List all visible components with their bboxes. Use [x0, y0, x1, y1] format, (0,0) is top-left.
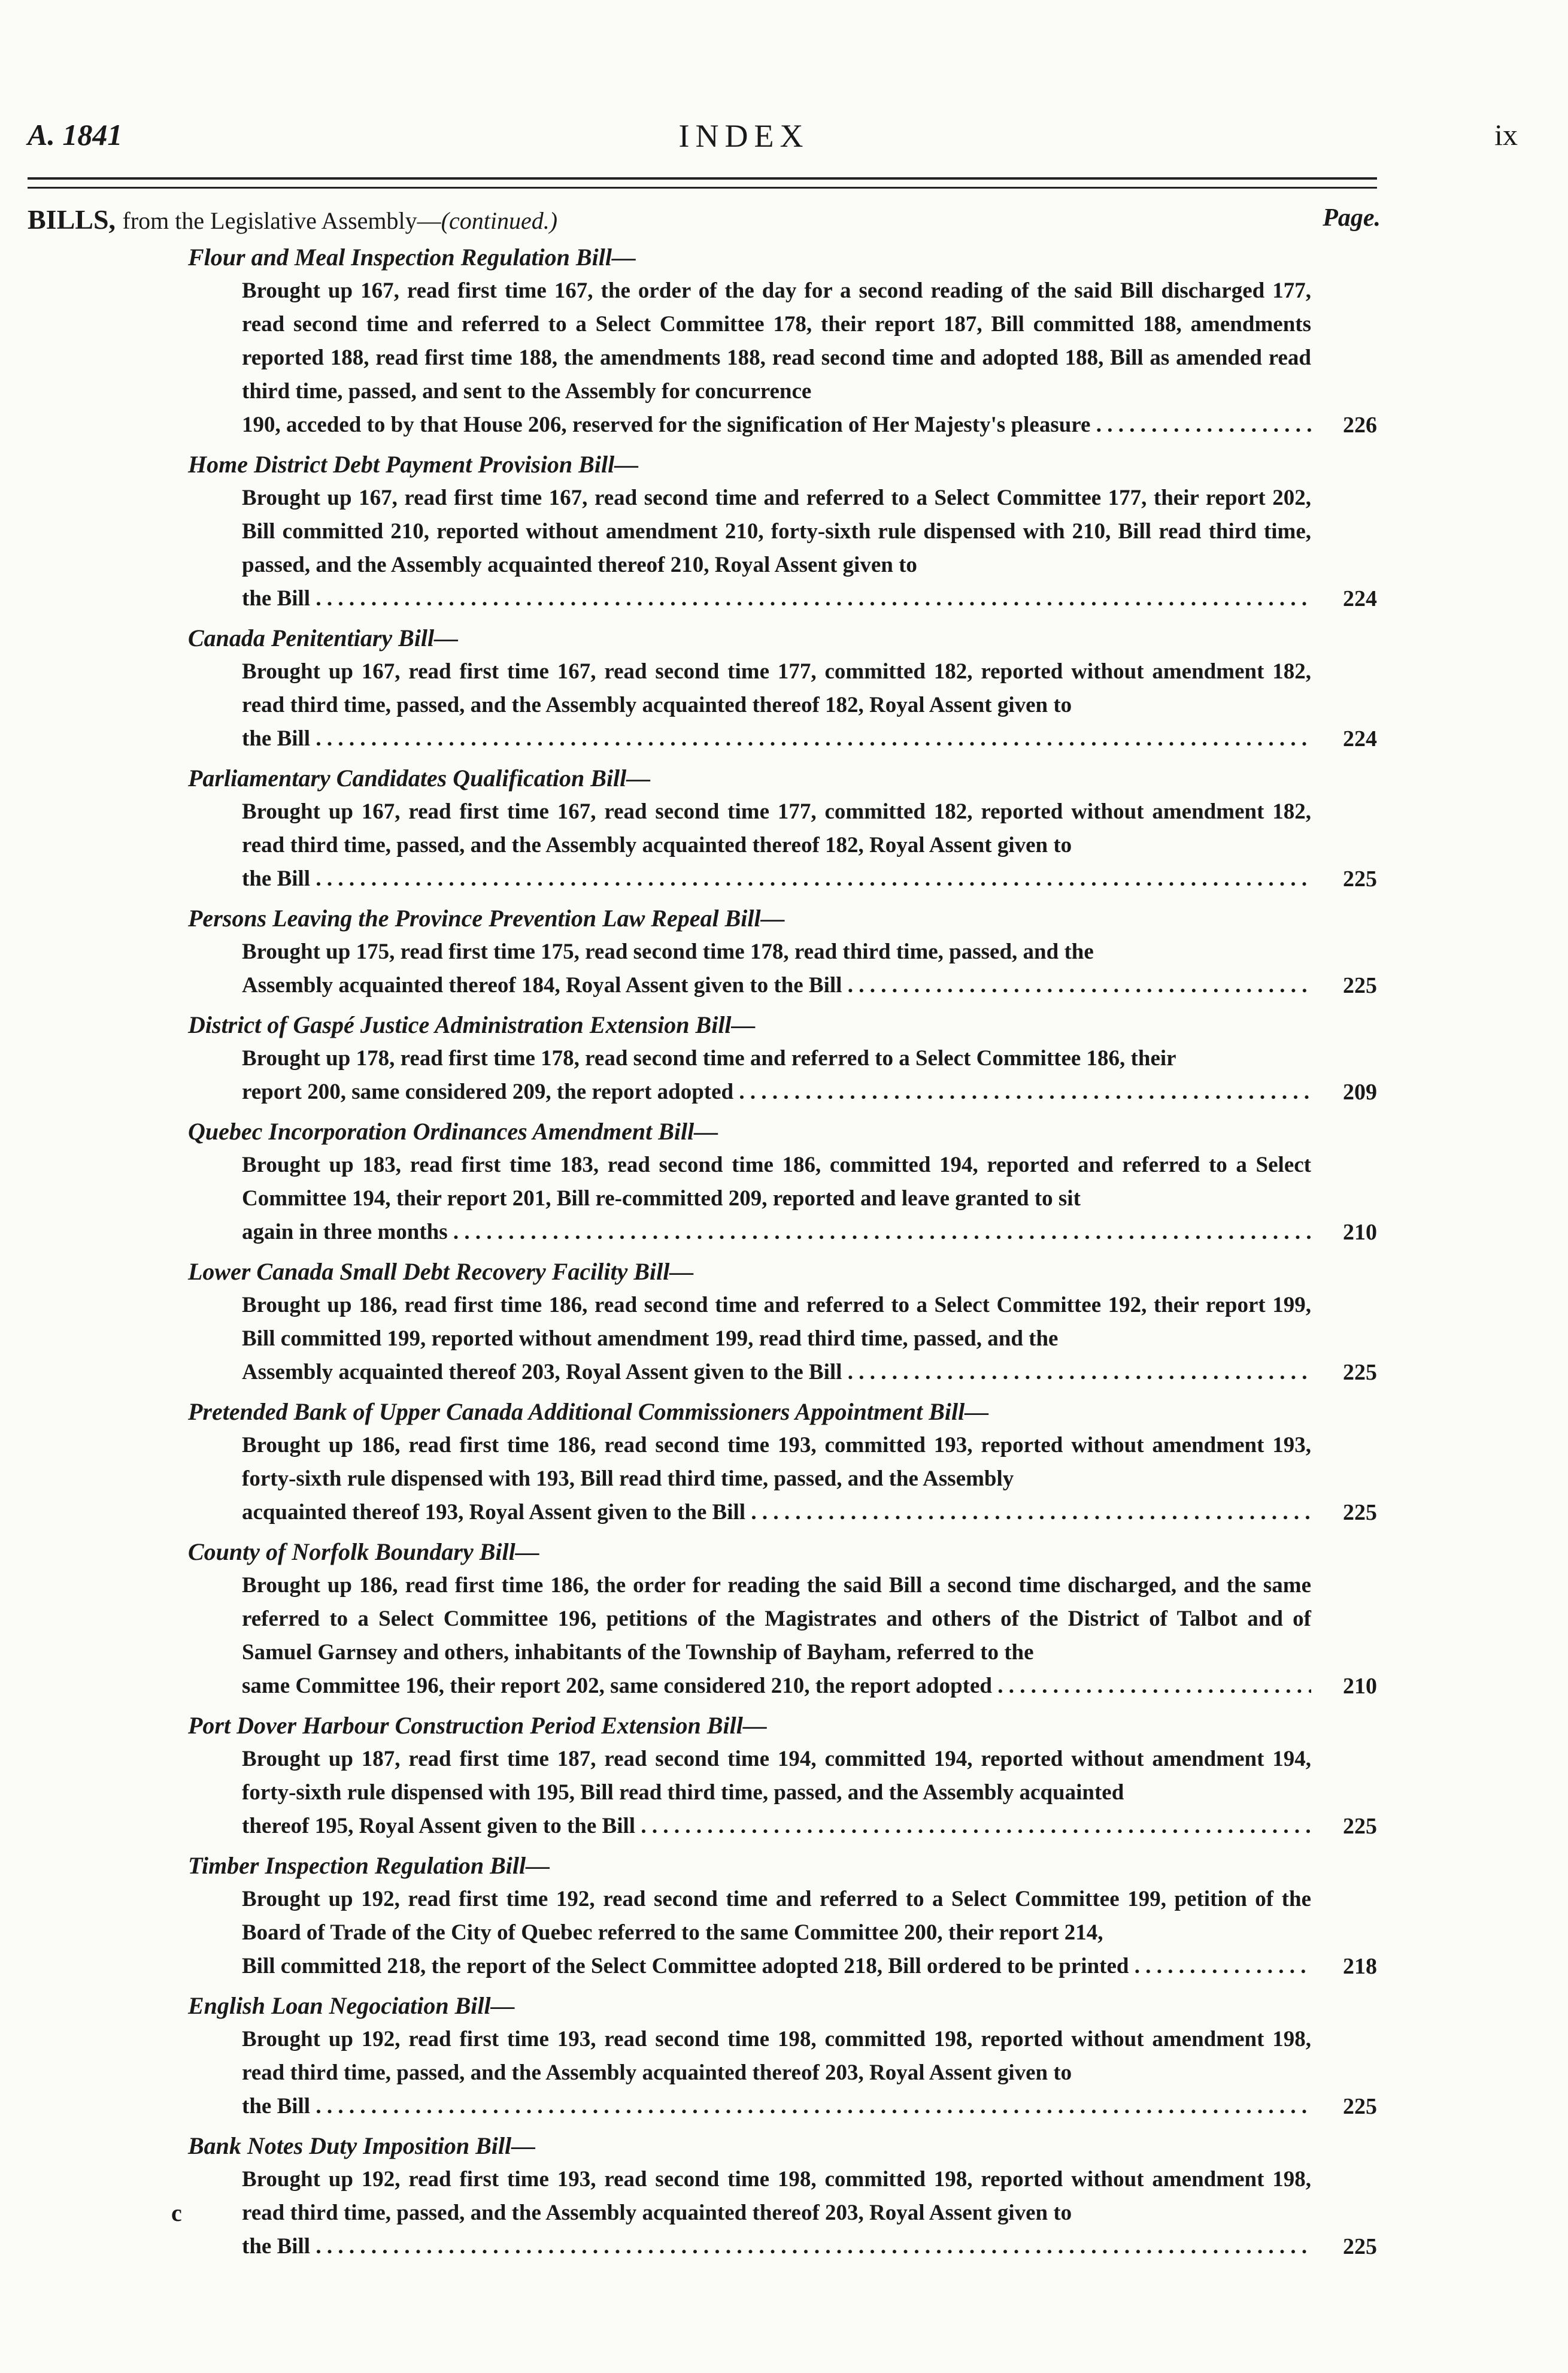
page-title: INDEX: [678, 118, 809, 154]
page-reference: 225: [1343, 2094, 1377, 2119]
bill-entry: [28, 1115, 1377, 1249]
bill-title: Parliamentary Candidates Qualification Bill—: [188, 765, 651, 792]
bill-entry: [28, 902, 1377, 1002]
section-continued: (continued.): [441, 207, 558, 234]
proceedings-text: Brought up 167, read first time 167, read second time and referred to a Select Committee 177, their report 202, Bill committed 210, reported without amendment 210, forty-sixth rule dispensed with 210, Bill read third time, passed, and the Assembly acquainted thereof 210, Royal Assent given to: [242, 486, 1311, 577]
bill-title: Canada Penitentiary Bill—: [188, 625, 459, 651]
page-header: [28, 117, 1518, 154]
bill-title: Port Dover Harbour Construction Period Extension Bill—: [188, 1712, 767, 1739]
bill-proceedings: [242, 1429, 1377, 1529]
bill-entry: [28, 448, 1377, 616]
bill-proceedings: [242, 2163, 1377, 2263]
page-reference: 225: [1343, 1360, 1377, 1385]
bill-title: Quebec Incorporation Ordinances Amendment Bill—: [188, 1118, 718, 1145]
proceedings-last-line: report 200, same considered 209, the report adopted . . .: [242, 1075, 1311, 1109]
proceedings-text: Brought up 167, read first time 167, read second time 177, committed 182, reported without amendment 182, read third time, passed, and the Assembly acquainted thereof 182, Royal Assent given to: [242, 799, 1311, 857]
proceedings-last-line: same Committee 196, their report 202, same considered 210, the report adopted . . .: [242, 1669, 1311, 1703]
bill-title: English Loan Negociation Bill—: [188, 1992, 515, 2019]
page-reference: 224: [1343, 586, 1377, 611]
bill-proceedings: [242, 1042, 1377, 1109]
bill-title: County of Norfolk Boundary Bill—: [188, 1538, 539, 1565]
bill-entry: [28, 622, 1377, 756]
bill-proceedings: [242, 1742, 1377, 1843]
bill-proceedings: [242, 1883, 1377, 1983]
section-subtitle: from the Legislative Assembly—: [122, 207, 441, 234]
bill-proceedings: [242, 1289, 1377, 1389]
proceedings-last-line: the Bill . . .: [242, 582, 1311, 616]
bill-proceedings: [242, 1148, 1377, 1249]
section-heading: [28, 204, 1381, 240]
proceedings-text: Brought up 186, read first time 186, read second time and referred to a Select Committee 192, their report 199, Bill committed 199, reported without amendment 199, read third time, passed, and the: [242, 1293, 1311, 1351]
bill-entry: [28, 1255, 1377, 1389]
bill-entry: [28, 1535, 1377, 1703]
header-rule-secondary: [28, 187, 1377, 189]
proceedings-text: Brought up 178, read first time 178, read second time and referred to a Select Committee 186, their: [242, 1046, 1176, 1071]
page-reference: 225: [1343, 1814, 1377, 1839]
bill-title: Home District Debt Payment Provision Bill—: [188, 451, 639, 478]
proceedings-last-line: thereof 195, Royal Assent given to the Bill . . .: [242, 1810, 1311, 1843]
bill-proceedings: [242, 481, 1377, 616]
proceedings-last-line: the Bill . . .: [242, 2090, 1311, 2123]
bill-entry: [28, 1008, 1377, 1109]
proceedings-text: Brought up 186, read first time 186, read second time 193, committed 193, reported without amendment 193, forty-sixth rule dispensed with 193, Bill read third time, passed, and the Assembly: [242, 1433, 1311, 1491]
header-rule: [28, 177, 1377, 180]
page-reference: 218: [1343, 1954, 1377, 1979]
proceedings-text: Brought up 175, read first time 175, read second time 178, read third time, passed, and the: [242, 939, 1094, 964]
proceedings-last-line: the Bill . . .: [242, 862, 1311, 896]
page-reference: 210: [1343, 1674, 1377, 1699]
section-title: BILLS,: [28, 204, 116, 235]
proceedings-text: Brought up 192, read first time 193, read second time 198, committed 198, reported without amendment 198, read third time, passed, and the Assembly acquainted thereof 203, Royal Assent given to: [242, 2027, 1311, 2085]
page-number: ix: [1494, 118, 1518, 151]
session-year: A. 1841: [28, 118, 123, 151]
bill-title: Flour and Meal Inspection Regulation Bill—: [188, 244, 636, 271]
bill-entry: [28, 1989, 1377, 2123]
bill-proceedings: [242, 1569, 1377, 1703]
page-reference: 225: [1343, 1500, 1377, 1525]
bill-proceedings: [242, 274, 1377, 442]
proceedings-text: Brought up 192, read first time 193, read second time 198, committed 198, reported without amendment 198, read third time, passed, and the Assembly acquainted thereof 203, Royal Assent given to: [242, 2167, 1311, 2225]
proceedings-text: Brought up 187, read first time 187, read second time 194, committed 194, reported without amendment 194, forty-sixth rule dispensed with 195, Bill read third time, passed, and the Assembly acquainted: [242, 1747, 1311, 1805]
page-column-label: Page.: [1323, 204, 1381, 232]
bill-entry: [28, 1709, 1377, 1843]
bill-proceedings: [242, 655, 1377, 756]
page-reference: 209: [1343, 1080, 1377, 1105]
page-reference: 210: [1343, 1220, 1377, 1245]
bill-entry: [28, 2129, 1377, 2263]
proceedings-last-line: the Bill . . .: [242, 2230, 1311, 2263]
proceedings-last-line: Bill committed 218, the report of the Select Committee adopted 218, Bill ordered to be printed . . .: [242, 1950, 1311, 1983]
proceedings-last-line: acquainted thereof 193, Royal Assent given to the Bill . . .: [242, 1496, 1311, 1529]
bill-proceedings: [242, 935, 1377, 1002]
page-reference: 225: [1343, 2234, 1377, 2259]
bill-title: Persons Leaving the Province Prevention Law Repeal Bill—: [188, 905, 785, 932]
proceedings-last-line: Assembly acquainted thereof 203, Royal Assent given to the Bill . . .: [242, 1356, 1311, 1389]
bill-title: Timber Inspection Regulation Bill—: [188, 1852, 550, 1879]
page-reference: 225: [1343, 866, 1377, 892]
proceedings-last-line: the Bill . . .: [242, 722, 1311, 756]
bill-entry: [28, 1395, 1377, 1529]
bill-proceedings: [242, 2023, 1377, 2123]
bill-title: Pretended Bank of Upper Canada Additional Commissioners Appointment Bill—: [188, 1398, 989, 1425]
proceedings-last-line: again in three months . . .: [242, 1216, 1311, 1249]
bill-entry: [28, 762, 1377, 896]
proceedings-text: Brought up 167, read first time 167, read second time 177, committed 182, reported without amendment 182, read third time, passed, and the Assembly acquainted thereof 182, Royal Assent given to: [242, 659, 1311, 717]
proceedings-text: Brought up 183, read first time 183, read second time 186, committed 194, reported and referred to a Select Committee 194, their report 201, Bill re-committed 209, reported and leave granted to sit: [242, 1153, 1311, 1211]
signature-mark: c: [171, 2199, 182, 2226]
proceedings-text: Brought up 186, read first time 186, the order for reading the said Bill a second time discharged, and the same referred to a Select Committee 196, petitions of the Magistrates and others of the District of Talbot and of Samuel Garnsey and others, inhabitants of the Township of Bayham, referred to the: [242, 1573, 1311, 1665]
proceedings-last-line: 190, acceded to by that House 206, reserved for the signification of Her Majesty's pleasure . . .: [242, 408, 1311, 442]
bill-title: District of Gaspé Justice Administration Extension Bill—: [188, 1011, 756, 1038]
bill-title: Lower Canada Small Debt Recovery Facility Bill—: [188, 1258, 694, 1285]
page-reference: 225: [1343, 973, 1377, 998]
bill-entries: [28, 241, 1377, 2269]
proceedings-last-line: Assembly acquainted thereof 184, Royal Assent given to the Bill . . .: [242, 969, 1311, 1002]
bill-proceedings: [242, 795, 1377, 896]
bill-entry: [28, 1849, 1377, 1983]
bill-title: Bank Notes Duty Imposition Bill—: [188, 2132, 536, 2159]
page-reference: 226: [1343, 413, 1377, 438]
proceedings-text: Brought up 192, read first time 192, read second time and referred to a Select Committee 199, petition of the Board of Trade of the City of Quebec referred to the same Committee 200, their report 214,: [242, 1887, 1311, 1945]
bill-entry: [28, 241, 1377, 442]
proceedings-text: Brought up 167, read first time 167, the order of the day for a second reading of the said Bill discharged 177, read second time and referred to a Select Committee 178, their report 187, Bill committed 188, amendments reported 188, read first time 188, the amendments 188, read second time and adopted 188, Bill as amended read third time, passed, and sent to the Assembly for concurrence: [242, 278, 1311, 404]
page-reference: 224: [1343, 726, 1377, 751]
